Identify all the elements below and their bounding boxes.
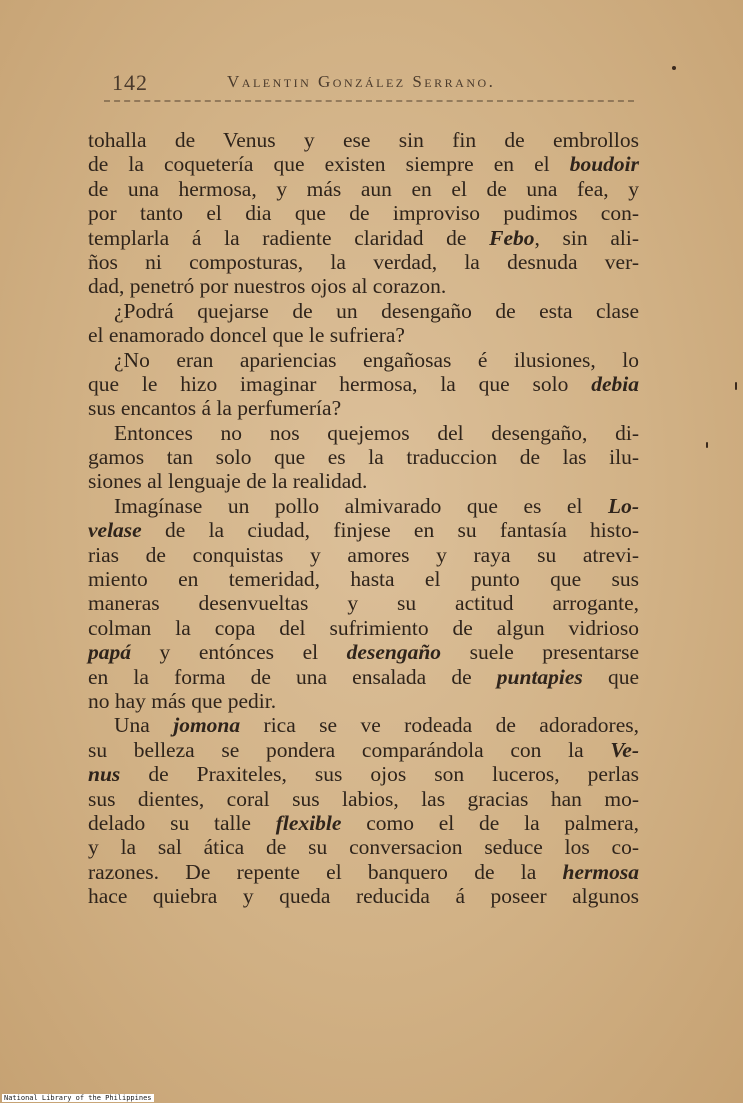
text-line xyxy=(88,738,639,762)
text-line xyxy=(88,860,639,884)
italic-word: hermosa xyxy=(562,859,639,884)
italic-word: debia xyxy=(591,371,639,396)
text-line xyxy=(88,835,639,859)
text-span: dad, penetró por nuestros ojos al corazon. xyxy=(88,274,447,299)
text-line xyxy=(88,787,639,811)
text-span: y la sal ática de su conversacion seduce los co- xyxy=(88,835,639,860)
text-span: colman la copa del sufrimiento de algun vidrioso xyxy=(88,615,639,640)
text-span: , sin ali- xyxy=(534,225,639,250)
text-line xyxy=(88,128,639,152)
text-span: tohalla de Venus y ese sin fin de embrollos xyxy=(88,128,639,152)
text-span: Una xyxy=(114,713,174,738)
text-span: no hay más que pedir. xyxy=(88,688,277,713)
text-line xyxy=(88,567,639,591)
paper-speck xyxy=(672,66,676,70)
text-line xyxy=(88,665,639,689)
text-span: Entonces no nos quejemos del desengaño, di- xyxy=(114,420,639,445)
text-line xyxy=(88,445,639,469)
text-line xyxy=(88,713,639,737)
text-span: su belleza se pondera comparándola con la xyxy=(88,737,611,762)
header-rule xyxy=(104,100,634,102)
text-line xyxy=(88,323,639,347)
body-text xyxy=(88,128,639,909)
text-line xyxy=(88,518,639,542)
text-line xyxy=(88,372,639,396)
text-span: templarla á la radiente claridad de xyxy=(88,225,490,250)
text-span: como el de la palmera, xyxy=(341,810,640,835)
text-span: el enamorado doncel que le sufriera? xyxy=(88,323,405,348)
page-header xyxy=(112,70,632,100)
italic-word: papá xyxy=(88,640,131,665)
text-span: sus encantos á la perfumería? xyxy=(88,396,342,421)
text-line xyxy=(88,591,639,615)
text-line xyxy=(88,250,639,274)
paper-speck xyxy=(735,382,737,390)
italic-word: flexible xyxy=(275,810,342,835)
text-span: y entónces el xyxy=(131,640,347,665)
text-line xyxy=(88,811,639,835)
italic-word: jomona xyxy=(173,713,241,738)
text-span: rias de conquistas y amores y raya su atrevi- xyxy=(88,542,639,567)
text-span: que le hizo imaginar hermosa, la que solo xyxy=(88,371,592,396)
text-span: delado su talle xyxy=(88,810,276,835)
text-span: miento en temeridad, hasta el punto que sus xyxy=(88,567,639,592)
text-line xyxy=(88,616,639,640)
text-line xyxy=(88,689,639,713)
text-line xyxy=(88,396,639,420)
text-span: que xyxy=(582,664,639,689)
italic-word: Lo- xyxy=(607,493,639,518)
italic-word: velase xyxy=(88,518,142,543)
text-line xyxy=(88,226,639,250)
text-span: ños ni composturas, la verdad, la desnuda ver- xyxy=(88,249,639,274)
text-line xyxy=(88,421,639,445)
text-line xyxy=(88,274,639,298)
text-line xyxy=(88,543,639,567)
text-span: maneras desenvueltas y su actitud arrogante, xyxy=(88,591,639,616)
text-line xyxy=(88,884,639,908)
text-line xyxy=(88,640,639,664)
text-line xyxy=(88,201,639,225)
text-span: sus dientes, coral sus labios, las gracias han mo- xyxy=(88,786,639,811)
text-line xyxy=(88,177,639,201)
text-line xyxy=(88,494,639,518)
text-span: por tanto el dia que de improviso pudimos con- xyxy=(88,201,639,226)
italic-word: puntapies xyxy=(496,664,583,689)
text-span: de una hermosa, y más aun en el de una fea, y xyxy=(88,176,639,201)
text-span: siones al lenguaje de la realidad. xyxy=(88,469,368,494)
text-span: en la forma de una ensalada de xyxy=(88,664,497,689)
text-line xyxy=(88,299,639,323)
text-span: Imagínase un pollo almivarado que es el xyxy=(114,493,608,518)
italic-word: Febo xyxy=(489,225,535,250)
italic-word: nus xyxy=(88,762,121,787)
italic-word: Ve- xyxy=(610,737,639,762)
text-line xyxy=(88,469,639,493)
text-span: de la coquetería que existen siempre en el xyxy=(88,152,570,177)
text-line xyxy=(88,152,639,176)
library-credit: National Library of the Philippines xyxy=(4,1094,152,1102)
text-span: de Praxiteles, sus ojos son luceros, perlas xyxy=(120,762,639,787)
text-span: razones. De repente el banquero de la xyxy=(88,859,563,884)
text-span: ¿Podrá quejarse de un desengaño de esta clase xyxy=(114,298,639,323)
text-span: rica se ve rodeada de adoradores, xyxy=(240,713,639,738)
text-span: suele presentarse xyxy=(441,640,639,665)
text-span: ¿No eran apariencias engañosas é ilusiones, lo xyxy=(114,347,639,372)
running-title: Valentin González Serrano. xyxy=(227,72,496,91)
italic-word: boudoir xyxy=(569,152,639,177)
text-line xyxy=(88,348,639,372)
text-span: gamos tan solo que es la traduccion de las ilu- xyxy=(88,445,639,470)
page-number: 142 xyxy=(112,70,148,95)
text-line xyxy=(88,762,639,786)
italic-word: desengaño xyxy=(346,640,442,665)
paper-speck xyxy=(706,442,708,448)
text-span: hace quiebra y queda reducida á poseer algunos xyxy=(88,884,639,909)
text-span: de la ciudad, finjese en su fantasía histo- xyxy=(141,518,639,543)
